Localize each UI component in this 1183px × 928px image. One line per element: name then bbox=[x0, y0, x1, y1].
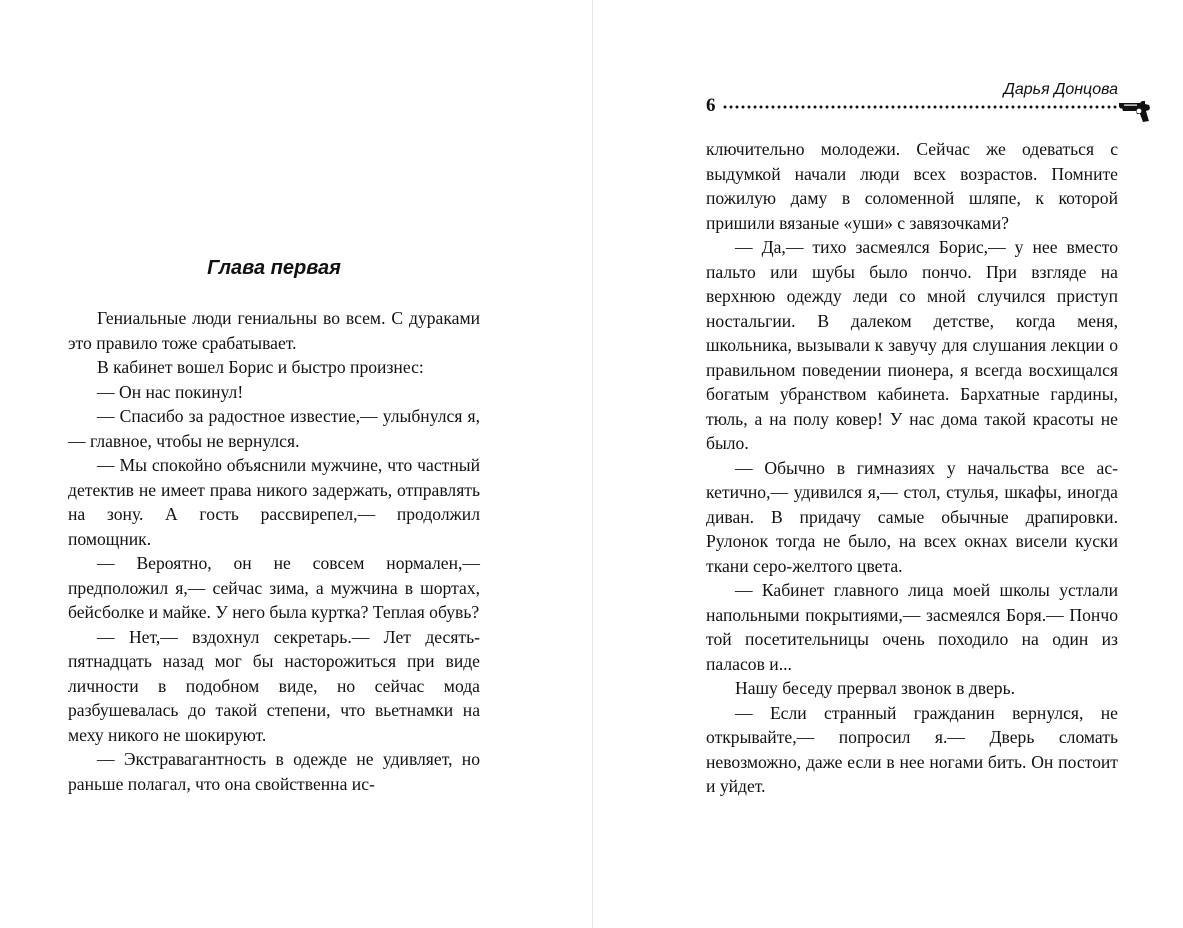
paragraph: — Да,— тихо засмеялся Борис,— у нее вместо пальто или шубы было пончо. При взгляде на верхнюю одежду леди со мной случился приступ ностальгии. В далеком детстве, когда меня, школьника, вызывали к завучу для слушания лекции о правильном поведении пионера, я всегда восхищался богатым убранством кабинета. Бархатные гардины, тюль, а на полу ковер! У нас дома такой красоты не было. bbox=[706, 237, 1118, 453]
paragraph: — Экстравагантность в одежде не удивляет, но раньше полагал, что она свойственна ис- bbox=[68, 749, 480, 794]
paragraph: — Спасибо за радостное известие,— улыбнулся я,— главное, чтобы не вернулся. bbox=[68, 406, 480, 451]
paragraph: — Если странный гражданин вернулся, не открывайте,— попросил я.— Дверь сломать невозможно, даже если в нее ногами бить. Он постоит и уйдет. bbox=[706, 702, 1118, 796]
paragraph: — Кабинет главного лица моей школы устлали напольными покрытиями,— засмеялся Боря.— Пончо той посетительницы очень походило на один из паласов и... bbox=[706, 580, 1118, 674]
chapter-title: Глава первая bbox=[207, 257, 341, 279]
paragraph: Гениальные люди гениальны во всем. С дураками это правило тоже срабатывает. bbox=[68, 308, 480, 353]
paragraph: ключительно молодежи. Сейчас же одеваться с выдумкой начали люди всех возрастов. Помните пожилую даму в соломенной шляпе, к которой пришили вязаные «уши» с завязочками? bbox=[706, 139, 1118, 233]
paragraph: — Вероятно, он не совсем нормален,— предположил я,— сейчас зима, а мужчина в шортах, бейсболке и майке. У него была куртка? Теплая обувь? bbox=[68, 553, 480, 622]
left-page-text bbox=[68, 306, 480, 796]
page-gutter bbox=[592, 0, 593, 928]
right-page-text bbox=[706, 137, 1118, 799]
paragraph: — Мы спокойно объяснили мужчине, что частный детектив не имеет права никого задержать, отправлять на зону. А гость рассвирепел,— продолжил помощник. bbox=[68, 455, 480, 549]
dot-leader bbox=[722, 105, 1126, 109]
folio-row bbox=[706, 95, 1151, 125]
paragraph: Нашу беседу прервал звонок в дверь. bbox=[735, 678, 1015, 698]
paragraph: — Он нас покинул! bbox=[97, 381, 244, 402]
paragraph: — Обычно в гимназиях у начальства все аскетично,— удивился я,— стол, стулья, шкафы, иногда диван. В придачу самые обычные драпировки. Рулонок тогда не было, на всех окнах висели куски ткани серо-желтого цвета. bbox=[706, 457, 1118, 576]
paragraph: — Нет,— вздохнул секретарь.— Лет десять-пятнадцать назад мог бы насторожиться при виде личности в подобном виде, но сейчас мода разбушевалась до такой степени, что вьетнамки на меху никого не шокируют. bbox=[68, 626, 480, 745]
page-number: 6 bbox=[706, 95, 716, 116]
running-header-author: Дарья Донцова bbox=[1003, 81, 1118, 98]
revolver-icon bbox=[1118, 99, 1151, 123]
paragraph: В кабинет вошел Борис и быстро произнес: bbox=[97, 357, 424, 377]
